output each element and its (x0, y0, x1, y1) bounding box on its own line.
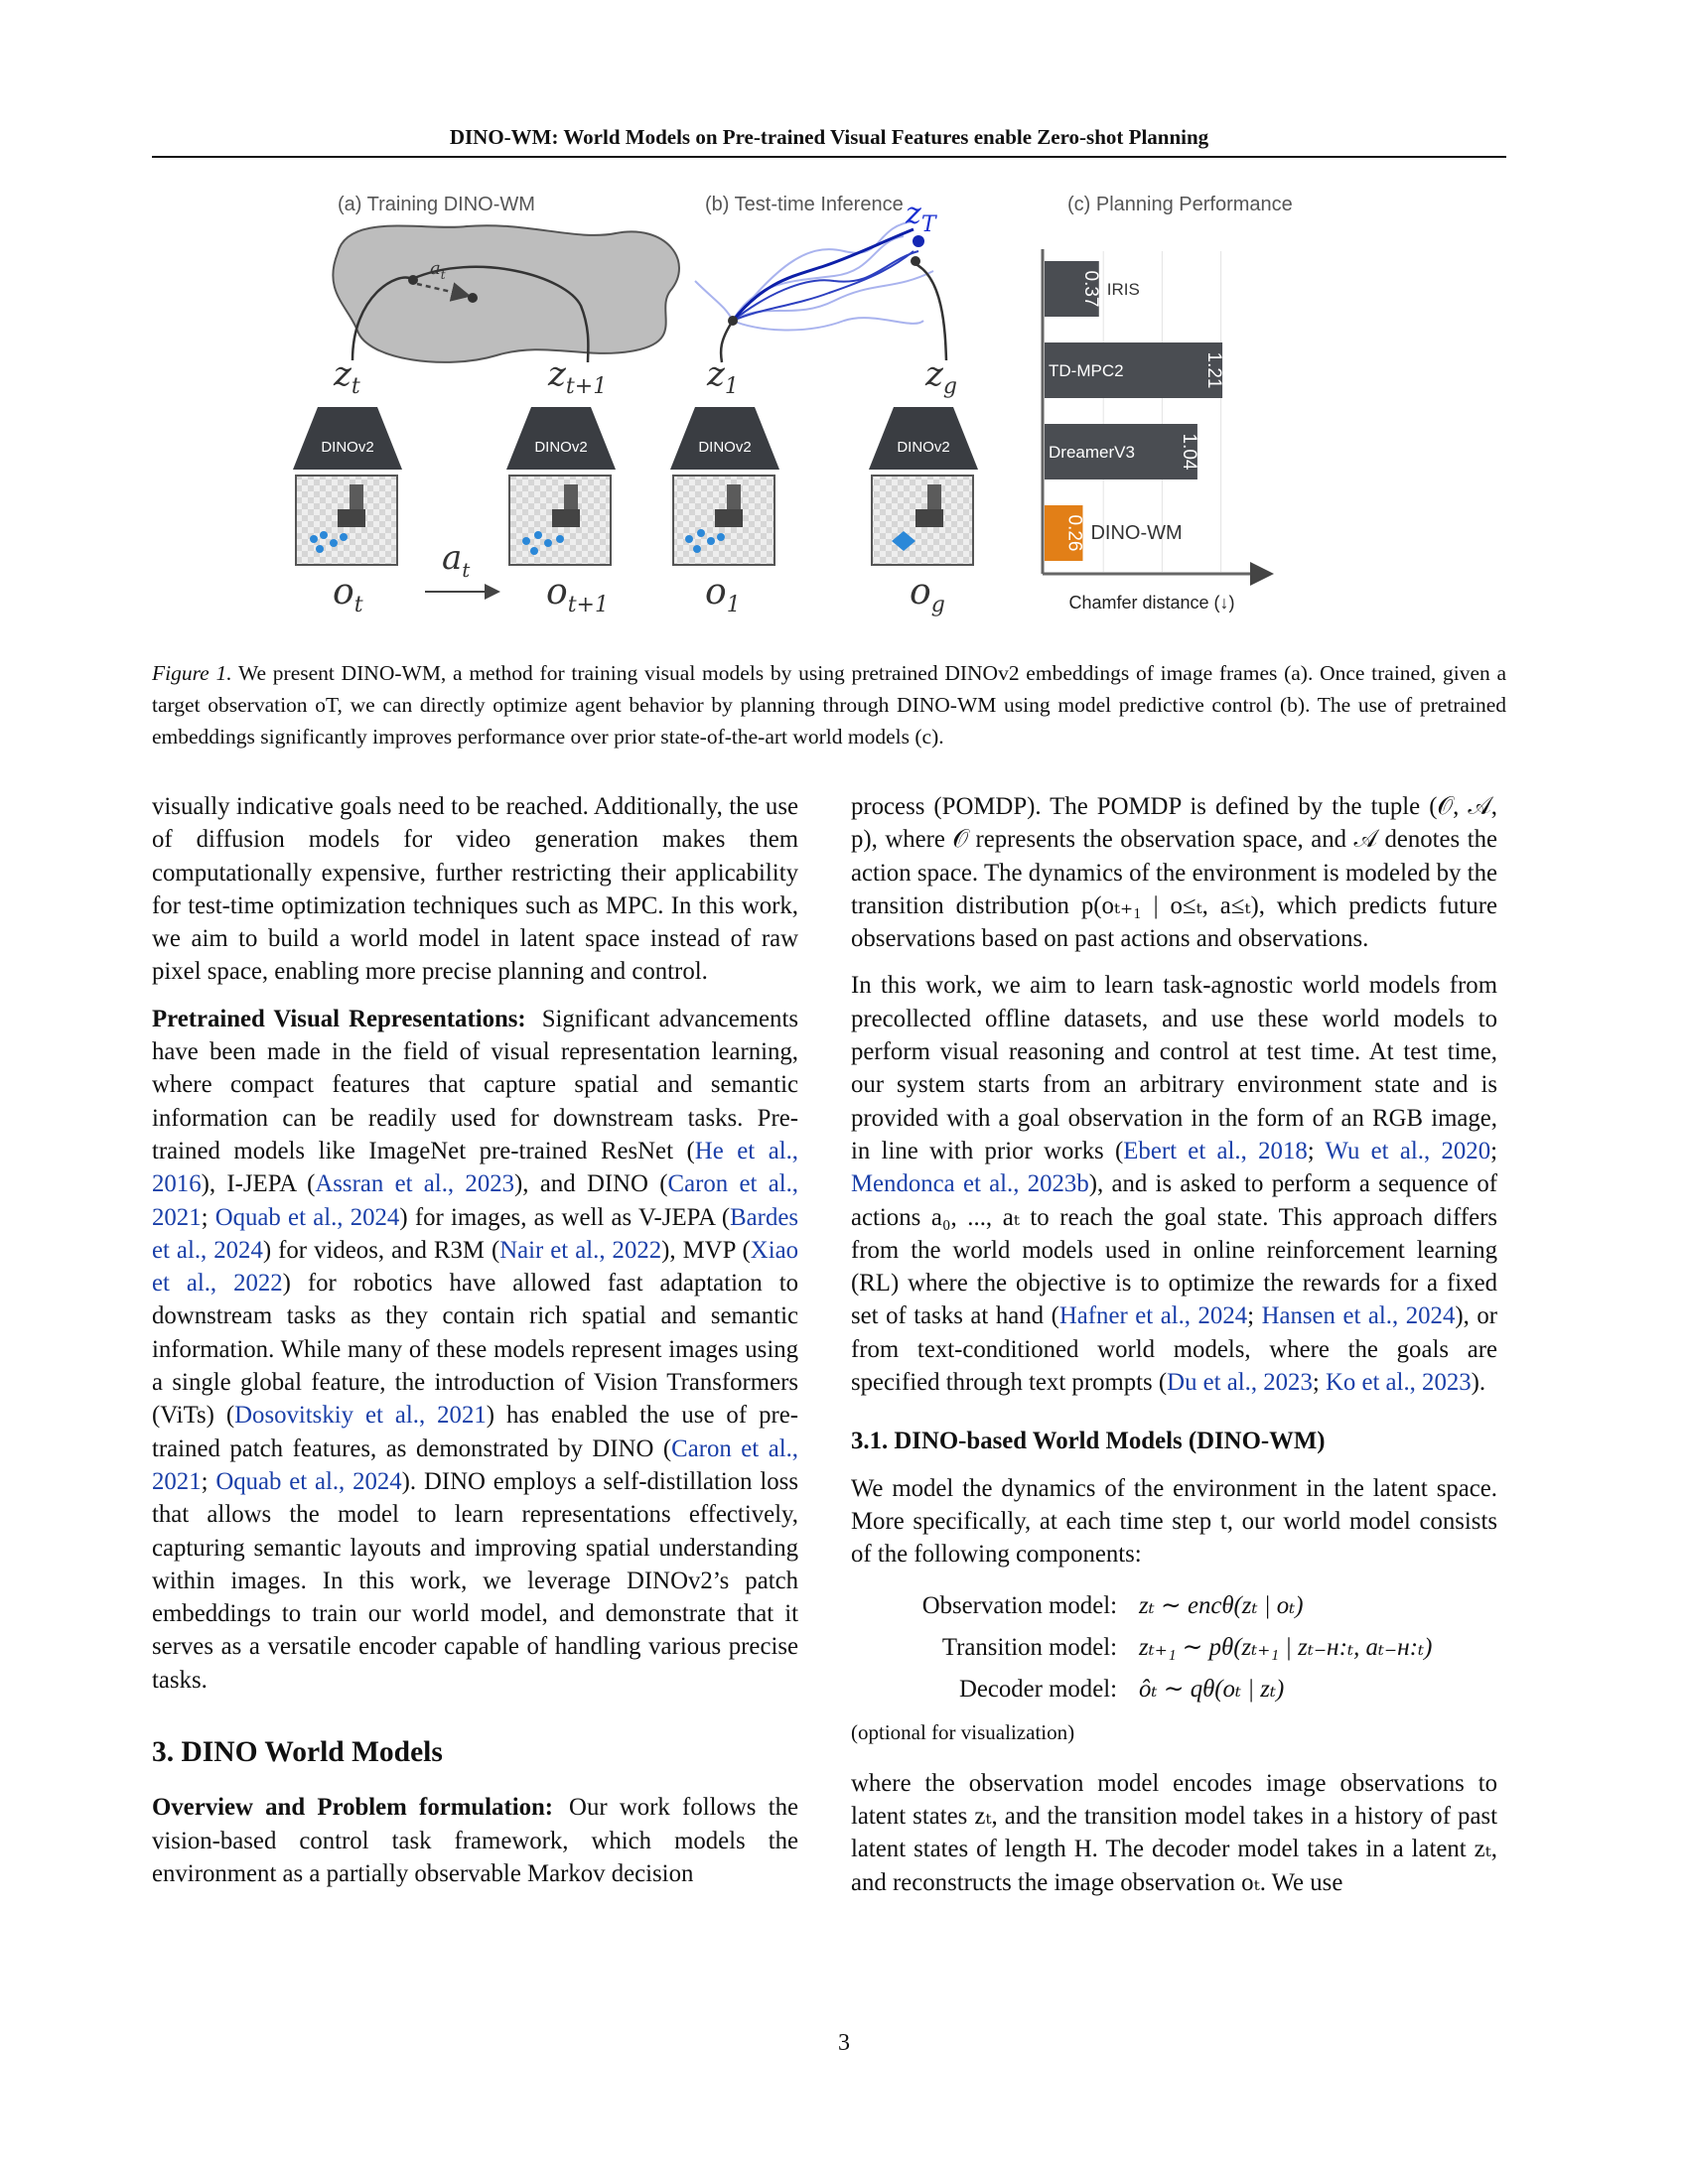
equation-row (851, 1585, 1497, 1627)
left-column (152, 790, 798, 1904)
citation-link[interactable]: Dosovitskiy et al., 2021 (234, 1402, 487, 1430)
citation-link[interactable]: Mendonca et al., 2023b (851, 1170, 1089, 1198)
paragraph: where the observation model encodes image observations to latent states zₜ, and the transition model takes in a history of past latent states of length H. The decoder model takes in a latent zₜ, and reconstructs the image observation oₜ. We use (851, 1769, 1497, 1896)
paragraph-pretrained-representations (152, 1003, 798, 1697)
page-number: 3 (838, 2030, 850, 2056)
observation-image (296, 476, 397, 565)
text: Our work follows the vision-based control task framework, which models the environment as a partially observable Markov decision (152, 1794, 798, 1887)
encoder-label: DINOv2 (897, 439, 950, 456)
figure-caption (152, 657, 1506, 752)
text: ; (201, 1467, 216, 1495)
obs-ot-label: $o_t$ (333, 572, 363, 617)
citation-link[interactable]: Assran et al., 2023 (315, 1170, 515, 1198)
equation-label: Observation model: (921, 1591, 1117, 1619)
citation-link[interactable]: Wu et al., 2020 (1325, 1137, 1491, 1164)
equation-label: Decoder model: (958, 1675, 1117, 1703)
caption-text: We present DINO-WM, a method for training visual models by using pretrained DINOv2 embeddings of image frames (a). Once trained, given a target observation oT, we can directly optimize agent behavior by planning through DINO-WM using model predictive control (b). The use of pretrained embeddings significantly improves performance over prior state-of-the-art world models (c). (152, 661, 1507, 749)
latent-space-cloud (333, 225, 679, 362)
panel-b-title: (b) Test-time Inference (705, 194, 904, 215)
paragraph: We model the dynamics of the environment in the latent space. More specifically, at each time step t, our world model consists of the following components: (851, 1474, 1497, 1569)
citation-link[interactable]: Oquab et al., 2024 (214, 1203, 400, 1231)
running-header: DINO-WM: World Models on Pre-trained Visual Features enable Zero-shot Planning (449, 125, 1209, 149)
citation-link[interactable]: Ebert et al., 2018 (1123, 1137, 1308, 1164)
equation-row (851, 1627, 1497, 1669)
observation-image (509, 476, 611, 565)
citation-link[interactable]: Xiao et al., 2022 (152, 1236, 798, 1297)
run-in-heading: Pretrained Visual Representations: (152, 1005, 526, 1032)
text: ), I-JEPA ( (201, 1170, 316, 1198)
target-zT-label: $z_T$ (906, 197, 936, 237)
text: ) for images, as well as V-JEPA ( (399, 1203, 731, 1231)
encoder-label: DINOv2 (534, 439, 588, 456)
category-label: DINO-WM (1090, 522, 1183, 544)
action-label-top: $a_t$ (430, 258, 446, 282)
citation-link[interactable]: Nair et al., 2022 (499, 1236, 662, 1264)
latent-z1-label: $z_1$ (707, 354, 739, 399)
encoder-label: DINOv2 (321, 439, 374, 456)
text: ; (1312, 1369, 1326, 1397)
category-label: DreamerV3 (1049, 443, 1135, 462)
equation-row (851, 1669, 1497, 1710)
text: ). (1471, 1369, 1486, 1397)
citation-link[interactable]: Bardes et al., 2024 (152, 1203, 798, 1264)
paragraph-overview (152, 1791, 798, 1890)
citation-link[interactable]: Caron et al., 2021 (152, 1170, 799, 1231)
text: ) has enabled the use of pre-trained patch features, as demonstrated by DINO ( (152, 1402, 798, 1462)
equation-label: Transition model: (941, 1633, 1117, 1661)
text: ; (1307, 1137, 1326, 1164)
text: ) for videos, and R3M ( (262, 1236, 500, 1264)
paragraph (851, 969, 1497, 1399)
value-label: 0.37 (1079, 270, 1101, 308)
chart-title: (c) Planning Performance (1067, 194, 1293, 215)
latent-zt-label: $z_t$ (334, 354, 360, 399)
citation-link[interactable]: Ko et al., 2023 (1325, 1369, 1472, 1397)
encoder-label: DINOv2 (698, 439, 752, 456)
category-label: TD-MPC2 (1049, 361, 1124, 380)
text: ; (1247, 1302, 1262, 1330)
text: ), and is asked to perform a sequence of actions a₀, ..., aₜ to reach the goal state. This approach differs from the world models used in online reinforcement learning (RL) where the objective is to optimize the rewards for a fixed set of tasks at hand ( (851, 1170, 1497, 1330)
text: ), and DINO ( (514, 1170, 668, 1198)
citation-link[interactable]: Caron et al., 2021 (152, 1434, 799, 1495)
text: ), or from text-conditioned world models, where the goals are specified through text prompts ( (851, 1302, 1497, 1397)
goal-image (872, 476, 973, 565)
header-rule (152, 156, 1506, 158)
value-label: 0.26 (1063, 514, 1085, 552)
equation-expression: zₜ₊₁ ∼ pθ(zₜ₊₁ | zₜ₋ʜ:ₜ, aₜ₋ʜ:ₜ) (1139, 1633, 1433, 1661)
text: ) for robotics have allowed fast adaptation to downstream tasks as they contain rich spatial and semantic information. While many of these models represent images using a single global feature, the introduction of Vision Transformers (ViTs) ( (152, 1270, 798, 1430)
equation-note: (optional for visualization) (851, 1719, 1075, 1744)
panel-a-title: (a) Training DINO-WM (338, 194, 535, 215)
x-axis-label: Chamfer distance (↓) (1068, 593, 1235, 613)
citation-link[interactable]: Oquab et al., 2024 (215, 1467, 402, 1495)
latent-zg-label: $z_g$ (925, 354, 958, 399)
section-title: 3. DINO World Models (152, 1736, 443, 1769)
text: ). DINO employs a self-distillation loss that allows the model to learn representations effectively, capturing semantic layouts and improving spatial understanding within images. In this work, we leverage DINOv2’s patch embeddings to train our world model, and demonstrate that it serves as a versatile encoder capable of handling various precise tasks. (152, 1467, 798, 1694)
citation-link[interactable]: Du et al., 2023 (1167, 1369, 1313, 1397)
subsection-title: 3.1. DINO-based World Models (DINO-WM) (851, 1428, 1326, 1455)
equation-expression: zₜ ∼ encθ(zₜ | oₜ) (1139, 1591, 1304, 1619)
paragraph: visually indicative goals need to be reached. Additionally, the use of diffusion models for video generation makes them computationally expensive, further restricting their applicability for test-time optimization techniques such as MPC. In this work, we aim to build a world model in latent space instead of raw pixel space, enabling more precise planning and control. (152, 793, 798, 986)
value-label: 1.04 (1178, 433, 1199, 471)
obs-ot1-label: $o_{t+1}$ (546, 572, 609, 617)
text: ; (201, 1203, 215, 1231)
paragraph: process (POMDP). The POMDP is defined by the tuple (𝒪, 𝒜, p), where 𝒪 represents the observation space, and 𝒜 denotes the action space. The dynamics of the environment is modeled by the transition distribution p(oₜ₊₁ | o≤ₜ, a≤ₜ), which predicts future observations based on past actions and observations. (851, 793, 1497, 953)
text: ), MVP ( (661, 1236, 751, 1264)
caption-label: Figure 1. (152, 661, 232, 685)
panel-b (670, 194, 978, 617)
equation-expression: ôₜ ∼ qθ(oₜ | zₜ) (1139, 1675, 1285, 1703)
run-in-heading: Overview and Problem formulation: (152, 1794, 554, 1822)
observation-image (673, 476, 774, 565)
equation-block (851, 1585, 1497, 1710)
obs-og-label: $o_g$ (910, 572, 945, 617)
citation-link[interactable]: Hafner et al., 2024 (1058, 1302, 1248, 1330)
citation-link[interactable]: He et al., 2016 (152, 1137, 798, 1198)
trajectory-samples (695, 221, 946, 362)
text: Significant advancements have been made in the field of visual representation learning, where compact features that capture spatial and semantic information can be readily used for downstream tasks. Pre-trained models like ImageNet pre-trained ResNet ( (152, 1005, 798, 1164)
latent-zt1-label: $z_{t+1}$ (548, 354, 608, 399)
obs-o1-label: $o_1$ (705, 572, 741, 617)
figure-1 (278, 182, 1390, 618)
action-label-bottom: $a_t$ (442, 538, 471, 582)
panel-a (293, 194, 679, 617)
citation-link[interactable]: Hansen et al., 2024 (1261, 1302, 1456, 1330)
planning-performance-chart (1043, 194, 1293, 613)
text: In this work, we aim to learn task-agnostic world models from precollected offline datasets, and use these world models to perform visual reasoning and control at test time. At test time, our system starts from an arbitrary environment state and is provided with a goal observation in the form of an RGB image, in line with prior works ( (851, 972, 1497, 1164)
right-column (851, 790, 1497, 1913)
category-label: IRIS (1106, 280, 1140, 299)
text: ; (1490, 1137, 1497, 1164)
value-label: 1.21 (1203, 351, 1225, 389)
